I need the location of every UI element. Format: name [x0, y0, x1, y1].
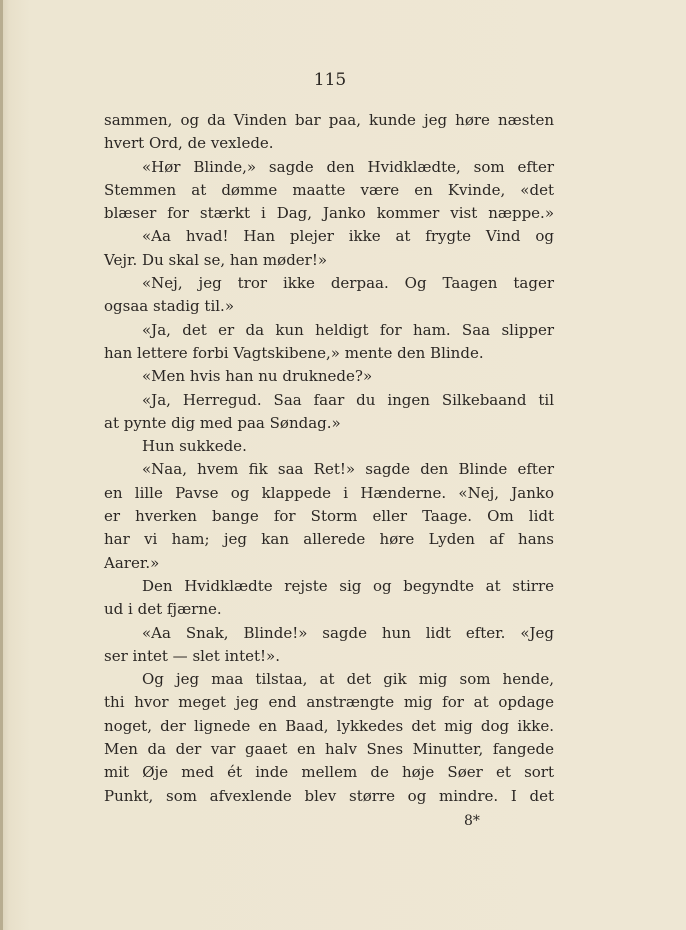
page-number: 115 [313, 70, 347, 90]
text-line: en lille Pavse og klappede i Hænderne. «Nej, Janko [104, 483, 554, 502]
text-line: «Naa, hvem fik saa Ret!» sagde den Blinde efter [142, 460, 554, 479]
signature-mark: 8* [464, 813, 480, 829]
text-line: Men da der var gaaet en halv Snes Minutter, fangede [104, 740, 554, 759]
text-line: ogsaa stadig til.» [104, 297, 234, 316]
text-line: Aarer.» [104, 553, 160, 572]
text-line: er hverken bange for Storm eller Taage. Om lidt [104, 507, 554, 526]
text-line: har vi ham; jeg kan allerede høre Lyden af hans [104, 530, 554, 549]
body-text [104, 109, 554, 808]
text-line: han lettere forbi Vagtskibene,» mente den Blinde. [104, 343, 484, 362]
text-line: «Ja, det er da kun heldigt for ham. Saa slipper [142, 320, 554, 339]
text-line: «Aa Snak, Blinde!» sagde hun lidt efter. «Jeg [142, 623, 554, 642]
text-line: blæser for stærkt i Dag, Janko kommer vist næppe.» [104, 204, 554, 223]
text-line: Punkt, som afvexlende blev større og mindre. I det [104, 786, 554, 805]
text-line: Stemmen at dømme maatte være en Kvinde, «det [104, 180, 554, 199]
text-line: thi hvor meget jeg end anstrængte mig for at opdage [104, 693, 554, 712]
text-line: «Hør Blinde,» sagde den Hvidklædte, som efter [142, 157, 554, 176]
text-line: ser intet — slet intet!». [104, 646, 280, 665]
text-line: mit Øje med ét inde mellem de høje Søer et sort [104, 763, 554, 782]
text-line: sammen, og da Vinden bar paa, kunde jeg høre næsten [104, 111, 554, 129]
text-line: ud i det fjærne. [104, 600, 222, 619]
text-line: Den Hvidklædte rejste sig og begyndte at stirre [142, 576, 554, 595]
text-line: at pynte dig med paa Søndag.» [104, 413, 341, 432]
text-line: Hun sukkede. [142, 437, 247, 456]
text-line: Vejr. Du skal se, han møder!» [104, 250, 328, 269]
text-line: «Men hvis han nu druknede?» [142, 367, 373, 386]
text-line: noget, der lignede en Baad, lykkedes det mig dog ikke. [104, 716, 554, 735]
text-line: «Ja, Herregud. Saa faar du ingen Silkebaand til [142, 390, 554, 409]
page-gutter-edge [0, 0, 3, 930]
text-line: Og jeg maa tilstaa, at det gik mig som hende, [142, 670, 554, 689]
text-line: «Nej, jeg tror ikke derpaa. Og Taagen tager [142, 274, 554, 293]
text-line: «Aa hvad! Han plejer ikke at frygte Vind og [142, 227, 554, 246]
text-line: hvert Ord, de vexlede. [104, 134, 274, 153]
